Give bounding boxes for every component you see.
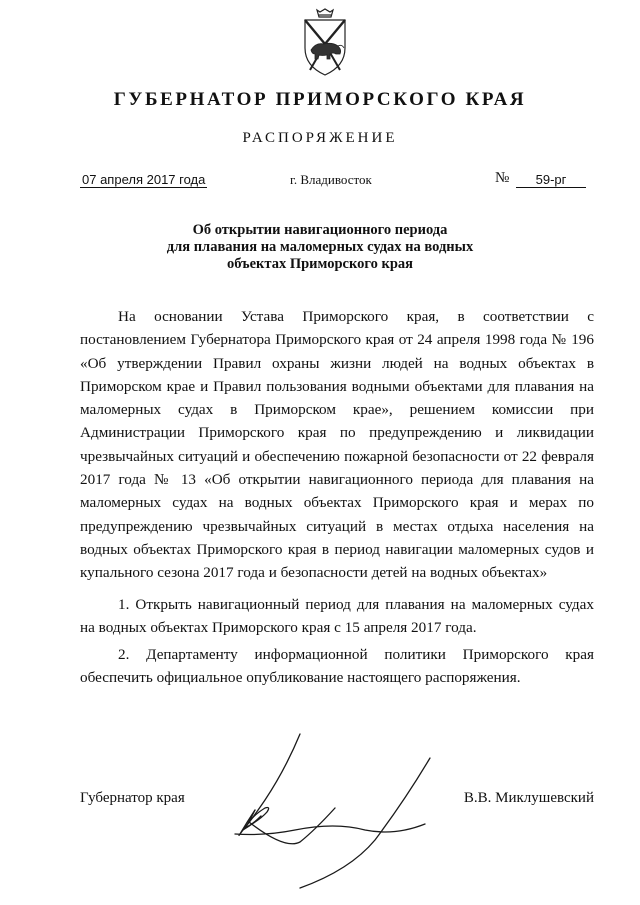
handwritten-signature-icon bbox=[225, 730, 445, 890]
document-meta bbox=[80, 172, 580, 192]
subject-line: для плавания на маломерных судах на водных bbox=[166, 239, 474, 255]
order-item: 1. Открыть навигационный период для плавания на маломерных судах на водных объектах Приморского края с 15 апреля 2017 года. bbox=[80, 595, 594, 636]
document-number: 59-рг bbox=[516, 172, 586, 188]
subject-line: объектах Приморского края bbox=[227, 256, 413, 272]
preamble-paragraph: На основании Устава Приморского края, в соответствии с постановлением Губернатора Приморского края от 24 апреля 1998 года № 196 «Об утверждении Правил охраны жизни людей на водных объектах в Приморском крае и Правил пользования водными объектами для плавания на маломерных судах в Приморском крае», решением комиссии при Администрации Приморского края по предупреждению и ликвидации чрезвычайных ситуаций и обеспечению пожарной безопасности от 22 февраля 2017 года № 13 «Об открытии навигационного периода для плавания на маломерных судах на водных объектах Приморского края и мерах по предупреждению чрезвычайных ситуаций в местах отдыха населения на водных объектах Приморского края в период навигации маломерных судов и купального сезона 2017 года и безопасности детей на водных объектах» bbox=[80, 308, 594, 582]
subject-line: Об открытии навигационного периода bbox=[192, 222, 448, 238]
document-date: 07 апреля 2017 года bbox=[82, 172, 206, 187]
signatory-name: В.В. Миклушевский bbox=[463, 790, 594, 806]
order-item: 2. Департаменту информационной политики Приморского края обеспечить официальное опубликование настоящего распоряжения. bbox=[80, 646, 594, 687]
document-city: г. Владивосток bbox=[290, 172, 372, 187]
signatory-role: Губернатор края bbox=[80, 790, 185, 806]
document-subject bbox=[120, 222, 520, 273]
document-body bbox=[80, 305, 594, 690]
issuer-title: ГУБЕРНАТОР ПРИМОРСКОГО КРАЯ bbox=[113, 89, 527, 110]
number-sign: № bbox=[495, 170, 510, 186]
document-type: РАСПОРЯЖЕНИЕ bbox=[242, 130, 398, 146]
primorsky-krai-coat-of-arms-icon bbox=[300, 8, 350, 78]
